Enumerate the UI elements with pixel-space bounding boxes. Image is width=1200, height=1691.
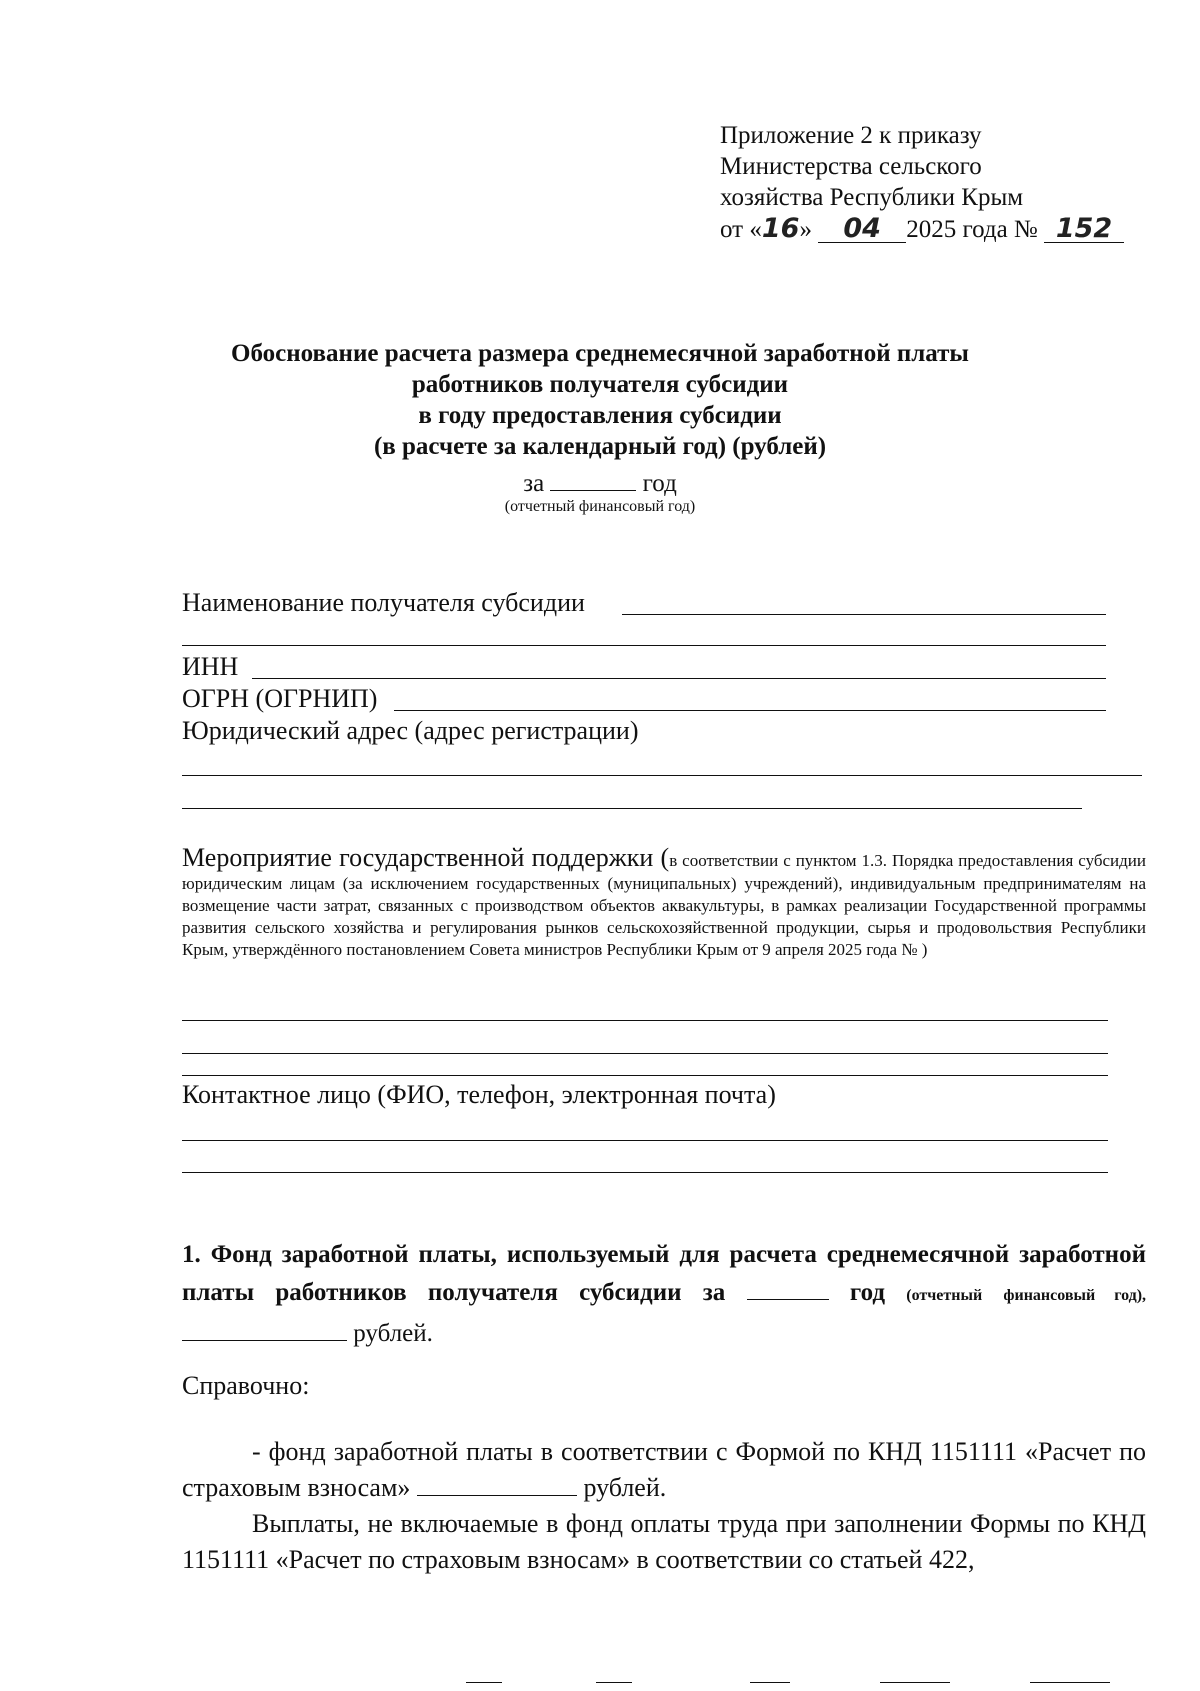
- section-1-text: 1. Фонд заработной платы, используемый для расчета среднемесячной заработной платы работников получателя субсидии за: [182, 1241, 1146, 1306]
- recipient-name-blank[interactable]: [622, 614, 1106, 615]
- reference-item-1-rubles: рублей.: [583, 1473, 667, 1502]
- cutoff-mark-5: [1030, 1682, 1110, 1683]
- appendix-line-2: Министерства сельского: [720, 153, 982, 180]
- section-1-amount-blank[interactable]: [182, 1340, 347, 1341]
- legal-address-blank-1[interactable]: [182, 775, 1142, 776]
- title-line-3: в году предоставления субсидии: [418, 402, 782, 429]
- period-year-blank[interactable]: [550, 490, 636, 491]
- support-measure-blank-1[interactable]: [182, 1020, 1108, 1021]
- cutoff-mark-2: [596, 1682, 632, 1683]
- ogrn-label: ОГРН (ОГРНИП): [182, 684, 378, 713]
- recipient-name-blank-2[interactable]: [182, 645, 1106, 646]
- inn-blank[interactable]: [252, 678, 1106, 679]
- section-1-year-word: год: [849, 1279, 885, 1306]
- support-measure-lead: Мероприятие государственной поддержки (: [182, 843, 670, 872]
- appendix-date-line: [720, 213, 1120, 245]
- support-measure-blank-3[interactable]: [182, 1075, 1108, 1076]
- legal-address-blank-2[interactable]: [182, 808, 1082, 809]
- section-1-rubles: рублей.: [353, 1320, 433, 1347]
- support-measure-paragraph: [182, 843, 1146, 961]
- recipient-name-label: Наименование получателя субсидии: [182, 588, 585, 617]
- period-line: [150, 470, 1050, 498]
- handwritten-number: 152: [1044, 216, 1124, 243]
- handwritten-day: 16: [761, 213, 800, 244]
- reference-item-1: [182, 1434, 1146, 1506]
- reference-item-1-text: - фонд заработной платы в соответствии с Формой по КНД 1151111 «Расчет по страховым взносам»: [182, 1437, 1146, 1502]
- period-suffix: год: [642, 470, 677, 497]
- reference-paragraph-2: Выплаты, не включаемые в фонд оплаты труда при заполнении Формы по КНД 1151111 «Расчет по страховым взносам» в соответствии со статьей 422,: [182, 1509, 1146, 1574]
- section-1-heading: [182, 1236, 1146, 1353]
- title-line-1: Обоснование расчета размера среднемесячной заработной платы: [231, 340, 969, 367]
- handwritten-month: 04: [818, 216, 906, 243]
- legal-address-label: Юридический адрес (адрес регистрации): [182, 716, 639, 745]
- reference-amount-blank[interactable]: [417, 1495, 577, 1496]
- inn-label: ИНН: [182, 652, 239, 681]
- contact-blank-1[interactable]: [182, 1140, 1108, 1141]
- cutoff-mark-1: [466, 1682, 502, 1683]
- date-prefix: от «: [720, 216, 762, 243]
- cutoff-mark-4: [880, 1682, 950, 1683]
- period-note: (отчетный финансовый год): [504, 498, 696, 515]
- contact-blank-2[interactable]: [182, 1172, 1108, 1173]
- cutoff-mark-3: [750, 1682, 790, 1683]
- section-1-year-blank[interactable]: [747, 1299, 829, 1300]
- appendix-line-3: хозяйства Республики Крым: [720, 184, 1024, 211]
- appendix-line-1: Приложение 2 к приказу: [720, 122, 982, 149]
- period-prefix: за: [523, 470, 545, 497]
- support-measure-body: в соответствии с пунктом 1.3. Порядка предоставления субсидии юридическим лицам (за исключением государственных (муниципальных) учреждений), индивидуальным предпринимателям на возмещение части затрат, связанных с производством объектов аквакультуры, в рамках реализации Государственной программы развития сельского хозяйства и регулирования рынков сельскохозяйственной продукции, сырья и продовольствия Республики Крым, утверждённого постановлением Совета министров Республики Крым от 9 апреля 2025 года № ): [182, 851, 1146, 959]
- section-1-note-b: финансовый год),: [1003, 1287, 1147, 1304]
- title-line-4: (в расчете за календарный год) (рублей): [373, 433, 827, 460]
- title-line-2: работников получателя субсидии: [411, 371, 789, 398]
- date-mid: »: [799, 216, 812, 243]
- ogrn-blank[interactable]: [394, 710, 1106, 711]
- contact-label: Контактное лицо (ФИО, телефон, электронная почта): [182, 1080, 776, 1109]
- reference-label: Справочно:: [182, 1371, 310, 1400]
- date-year: 2025 года №: [906, 216, 1038, 243]
- support-measure-blank-2[interactable]: [182, 1053, 1108, 1054]
- appendix-header: [720, 120, 1120, 245]
- section-1-note-a: (отчетный: [906, 1287, 983, 1304]
- document-title: [150, 338, 1050, 462]
